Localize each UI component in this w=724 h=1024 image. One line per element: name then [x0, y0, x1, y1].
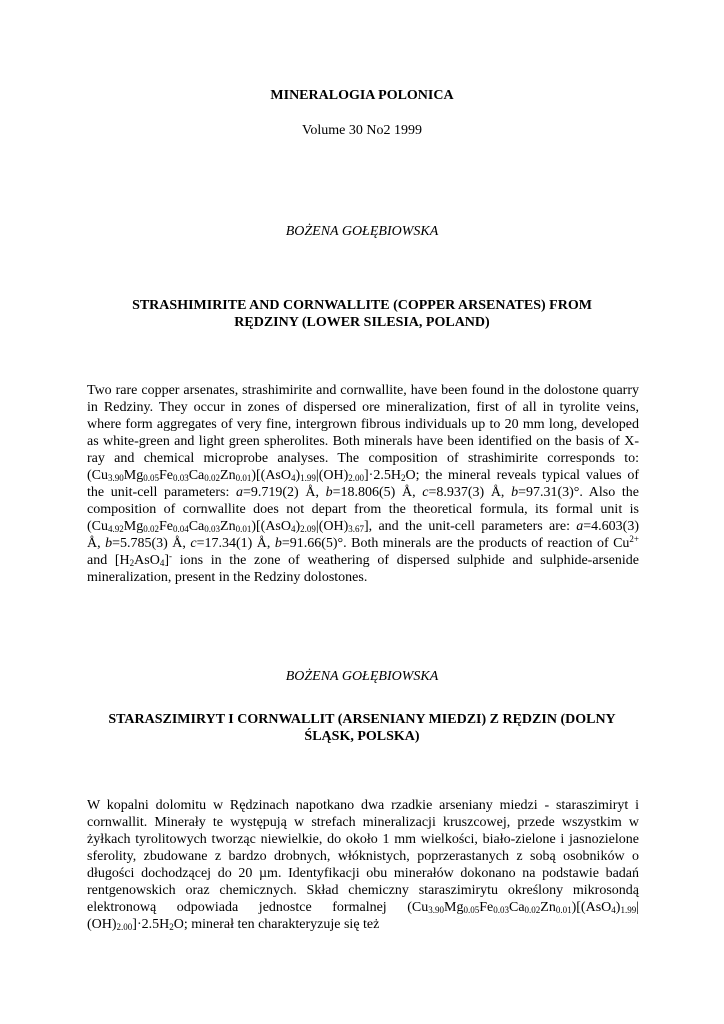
author-polish: BOŻENA GOŁĘBIOWSKA — [285, 669, 439, 684]
title-english-line2: RĘDZINY (LOWER SILESIA, POLAND) — [234, 315, 490, 330]
author-english: BOŻENA GOŁĘBIOWSKA — [285, 224, 439, 239]
title-polish-line2: ŚLĄSK, POLSKA) — [304, 729, 420, 744]
volume-info: Volume 30 No2 1999 — [302, 123, 422, 138]
journal-title: MINERALOGIA POLONICA — [270, 88, 454, 103]
title-english-line1: STRASHIMIRITE AND CORNWALLITE (COPPER ARSENATES) FROM — [132, 298, 592, 313]
abstract-english: Two rare copper arsenates, strashimirite and cornwallite, have been found in the dolostone quarry in Redziny. They occur in zones of dispersed ore mineralization, first of all in tyrolite veins, where form aggregates of very fine, intergrown fibrous individuals up to 20 mm long, developed as white-green and light green spherolites. Both minerals have been identified on the basis of X-ray and chemical microprobe analyses. The composition of strashimirite corresponds to: $(Cu_{3.90}Mg_{0.05}Fe_{0.03}Ca_{0.02}Zn_{0.01})[(AsO_4)_{1.99}|(OH)_{2.00}]\cdot 2.5H_2O$; the mineral reveals typical values of the unit-cell parameters: a=9.719(2) Å, b=18.806(5) Å, c=8.937(3) Å, b=97.31(3)°. Also the composition of cornwallite does not depart from the theoretical formula, its formal unit is $(Cu_{4.92}Mg_{0.02}Fe_{0.04}Ca_{0.03}Zn_{0.01})[(AsO_4)_{2.09}|(OH)_{3.67}]$, and the unit-cell parameters are: a=4.603(3) Å, b=5.785(3) Å, c=17.34(1) Å, b=91.66(5)°. Both minerals are the products of reaction of $Cu^{2+}$ and $[H_2AsO_4]^-$ ions in the zone of weathering of dispersed sulphide and sulphide-arsenide mineralization, present in the Redziny dolostones. — [87, 383, 639, 585]
abstract-polish: W kopalni dolomitu w Rędzinach napotkano dwa rzadkie arseniany miedzi - staraszimiryt i cornwallit. Minerały te występują w strefach mineralizacji kruszcowej, przede wszystkim w żyłkach tyrolitowych tworząc niewielkie, do około 1 mm wielkości, biało-zielone i jasnozielone sferolity, zbudowane z bardzo drobnych, włóknistych, poprzerastanych z sobą osobników o długości dochodzącej do 20 µm. Identyfikacji obu minerałów dokonano na podstawie badań rentgenowskich oraz chemicznych. Skład chemiczny staraszimirytu określony mikrosondą elektronową odpowiada jednostce formalnej $(Cu_{3.90}Mg_{0.05}Fe_{0.03}Ca_{0.02}Zn_{0.01})[(AsO_4)_{1.99}|(OH)_{2.00}]\cdot 2.5H_2O$; minerał ten charakteryzuje się też — [87, 798, 639, 932]
title-polish-line1: STARASZIMIRYT I CORNWALLIT (ARSENIANY MIEDZI) Z RĘDZIN (DOLNY — [108, 712, 616, 727]
